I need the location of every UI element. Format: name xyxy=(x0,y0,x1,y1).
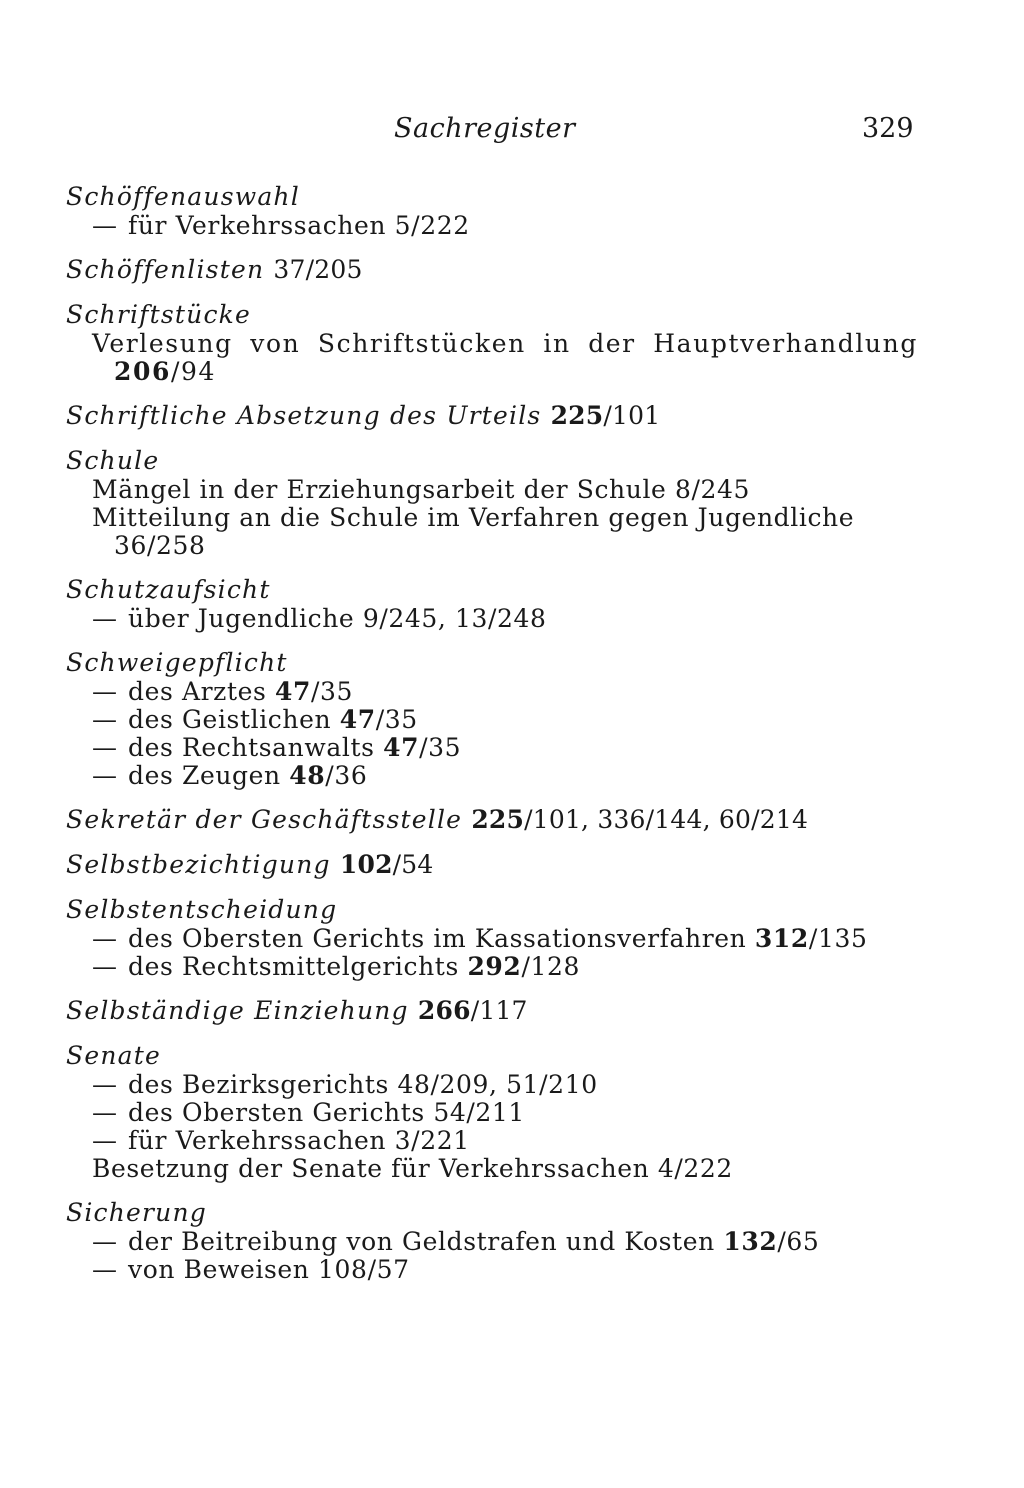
subentry-text: Mitteilung an die Schule im Verfahren gegen Jugendliche 36/258 xyxy=(92,503,855,560)
index-entry xyxy=(66,1198,946,1284)
reference-bold: 225 xyxy=(471,805,525,834)
subentry-text: der Beitreibung von Geldstrafen und Kosten xyxy=(128,1227,715,1256)
index-subentry xyxy=(66,605,946,633)
subentry-text: des Obersten Gerichts 54/211 xyxy=(128,1098,525,1127)
index-entry xyxy=(66,182,946,240)
reference-rest: /128 xyxy=(521,952,580,981)
subentry-dash: — xyxy=(92,924,118,953)
index-entry xyxy=(66,255,946,285)
reference-rest: /36 xyxy=(325,761,368,790)
index-headword: Schriftliche Absetzung des Urteils xyxy=(66,401,542,430)
index-headword: Schöffenauswahl xyxy=(66,182,300,211)
subentry-text: des Rechtsmittelgerichts xyxy=(128,952,459,981)
subentry-dash: — xyxy=(92,952,118,981)
index-headword: Schule xyxy=(66,446,160,475)
subentry-dash: — xyxy=(92,1070,118,1099)
reference-bold: 47 xyxy=(383,733,420,762)
subentry-text: des Bezirksgerichts 48/209, 51/210 xyxy=(128,1070,598,1099)
subentry-dash: — xyxy=(92,733,118,762)
subentry-reference xyxy=(755,924,868,953)
index-subentry xyxy=(66,1071,946,1099)
index-headword: Senate xyxy=(66,1041,161,1070)
index-headword: Schöffenlisten xyxy=(66,255,265,284)
subentry-dash: — xyxy=(92,1098,118,1127)
subentry-text: des Arztes xyxy=(128,677,267,706)
index-subentry xyxy=(66,1155,946,1183)
index-subentry xyxy=(66,734,946,762)
index-subentry xyxy=(66,953,946,981)
reference-bold: 47 xyxy=(274,677,311,706)
subentry-dash: — xyxy=(92,677,118,706)
index-subentry xyxy=(66,330,946,386)
reference-rest: /65 xyxy=(777,1227,820,1256)
index-entry xyxy=(66,300,946,386)
index-entry xyxy=(66,996,946,1026)
subentry-text: des Obersten Gerichts im Kassationsverfahren xyxy=(128,924,747,953)
reference-bold: 132 xyxy=(723,1227,778,1256)
reference-rest: /35 xyxy=(419,733,462,762)
index-subentry xyxy=(66,476,946,504)
index-subentry xyxy=(66,504,946,560)
index-entry xyxy=(66,895,946,981)
reference-rest: /54 xyxy=(392,850,434,879)
subentry-text: für Verkehrssachen 3/221 xyxy=(128,1126,470,1155)
index-entry xyxy=(66,575,946,633)
subentry-text: über Jugendliche 9/245, 13/248 xyxy=(128,604,547,633)
subentry-reference xyxy=(114,357,216,386)
headword-references: 37/205 xyxy=(273,255,363,284)
subentry-text: Besetzung der Senate für Verkehrssachen 4/222 xyxy=(92,1154,733,1183)
subentry-dash: — xyxy=(92,761,118,790)
index-entry xyxy=(66,805,946,835)
index-headword: Schriftstücke xyxy=(66,300,251,329)
subentry-reference xyxy=(383,733,461,762)
reference-rest: /35 xyxy=(310,677,354,706)
index-subentry xyxy=(66,706,946,734)
reference-rest: /101 xyxy=(603,401,661,430)
index-subentry xyxy=(66,925,946,953)
index-headword: Sicherung xyxy=(66,1198,207,1227)
index-headword: Selbstentscheidung xyxy=(66,895,338,924)
index-subentry xyxy=(66,678,946,706)
reference-bold: 225 xyxy=(550,401,604,430)
index-subentry xyxy=(66,1228,946,1256)
index-subentry xyxy=(66,1256,946,1284)
index-headword: Schweigepflicht xyxy=(66,648,288,677)
subentry-text: für Verkehrssachen 5/222 xyxy=(128,211,470,240)
subentry-dash: — xyxy=(92,1227,118,1256)
reference-bold: 48 xyxy=(289,761,326,790)
subentry-reference xyxy=(467,952,580,981)
subentry-reference xyxy=(340,705,418,734)
subentry-text: des Zeugen xyxy=(128,761,281,790)
index-entry xyxy=(66,1041,946,1183)
subentry-text: Mängel in der Erziehungsarbeit der Schule 8/245 xyxy=(92,475,751,504)
reference-rest: /94 xyxy=(171,357,217,386)
reference-rest: /101, 336/144, 60/214 xyxy=(524,805,809,834)
headword-references xyxy=(340,850,434,879)
index-headword: Sekretär der Geschäftsstelle xyxy=(66,805,463,834)
running-title: Sachregister xyxy=(394,113,576,144)
page-number: 329 xyxy=(862,113,914,144)
subentry-reference xyxy=(289,761,367,790)
reference-bold: 312 xyxy=(754,924,809,953)
index-headword: Schutzaufsicht xyxy=(66,575,271,604)
index-entry xyxy=(66,446,946,560)
index-entry xyxy=(66,648,946,790)
reference-bold: 206 xyxy=(114,357,171,386)
subentry-text: Verlesung von Schriftstücken in der Hauptverhandlung xyxy=(92,329,918,358)
reference-bold: 266 xyxy=(417,996,471,1025)
index-entry xyxy=(66,850,946,880)
subentry-reference xyxy=(723,1227,819,1256)
index-headword: Selbstbezichtigung xyxy=(66,850,331,879)
reference-bold: 292 xyxy=(467,952,522,981)
index-entries xyxy=(66,182,946,1284)
subentry-text: des Geistlichen xyxy=(128,705,332,734)
subentry-text: des Rechtsanwalts xyxy=(128,733,375,762)
reference-bold: 47 xyxy=(339,705,376,734)
subentry-reference xyxy=(275,677,353,706)
running-head xyxy=(0,113,1024,153)
subentry-dash: — xyxy=(92,705,118,734)
index-subentry xyxy=(66,1099,946,1127)
index-headword: Selbständige Einziehung xyxy=(66,996,409,1025)
subentry-dash: — xyxy=(92,1126,118,1155)
subentry-dash: — xyxy=(92,211,118,240)
index-entry xyxy=(66,401,946,431)
reference-rest: /117 xyxy=(470,996,528,1025)
index-subentry xyxy=(66,1127,946,1155)
subentry-text: von Beweisen 108/57 xyxy=(128,1255,410,1284)
subentry-dash: — xyxy=(92,604,118,633)
subentry-dash: — xyxy=(92,1255,118,1284)
reference-bold: 102 xyxy=(339,850,393,879)
reference-rest: /135 xyxy=(808,924,868,953)
headword-references xyxy=(418,996,528,1025)
index-subentry xyxy=(66,762,946,790)
index-subentry xyxy=(66,212,946,240)
headword-references xyxy=(471,805,808,834)
headword-references xyxy=(551,401,661,430)
reference-rest: /35 xyxy=(375,705,418,734)
